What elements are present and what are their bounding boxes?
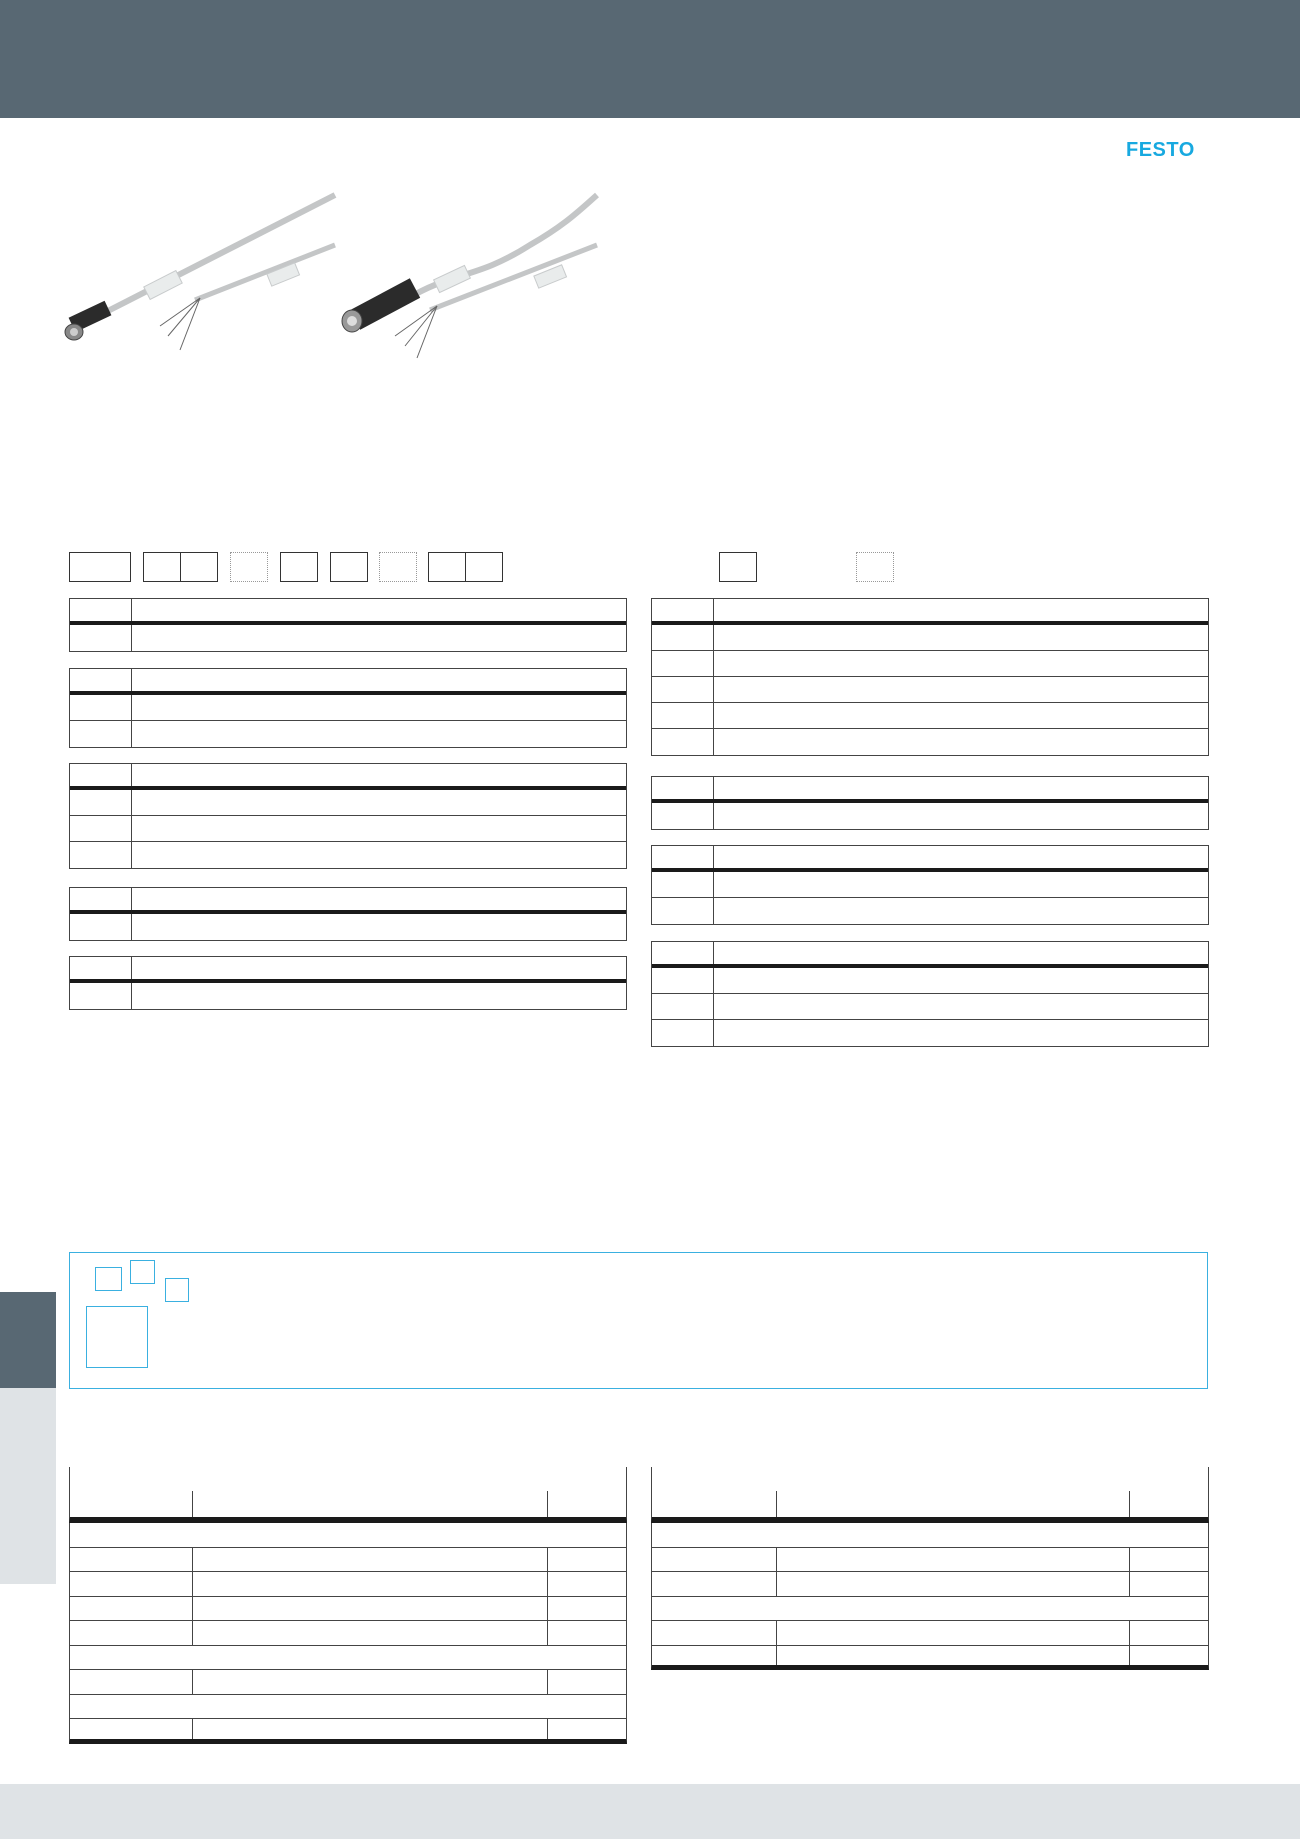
table-row bbox=[70, 790, 626, 816]
table-row bbox=[652, 729, 1208, 755]
table-row bbox=[652, 898, 1208, 924]
side-tab bbox=[0, 1388, 56, 1584]
table-header-row bbox=[70, 888, 626, 914]
info-squares-icon bbox=[165, 1278, 189, 1302]
table-row bbox=[70, 842, 626, 868]
table-header-row bbox=[652, 777, 1208, 803]
table-row bbox=[652, 872, 1208, 898]
code-box bbox=[69, 552, 131, 582]
footer-band bbox=[0, 1784, 1300, 1839]
table-group-row bbox=[69, 1523, 627, 1548]
code-box bbox=[330, 552, 368, 582]
side-tab-active bbox=[0, 1292, 56, 1388]
table-group-row bbox=[69, 1646, 627, 1671]
cable-angled-socket-image bbox=[60, 190, 350, 360]
table-group-row bbox=[651, 1523, 1209, 1548]
table-row bbox=[70, 816, 626, 842]
data-table bbox=[651, 1467, 1209, 1670]
code-box bbox=[428, 552, 466, 582]
table-header-row bbox=[70, 669, 626, 695]
option-table bbox=[651, 776, 1209, 830]
info-squares-icon bbox=[130, 1260, 155, 1284]
option-table bbox=[69, 668, 627, 748]
code-box bbox=[180, 552, 218, 582]
option-table bbox=[69, 956, 627, 1010]
table-row bbox=[652, 703, 1208, 729]
table-row bbox=[651, 1572, 1209, 1597]
code-box bbox=[280, 552, 318, 582]
table-header-row bbox=[652, 599, 1208, 625]
table-group-row bbox=[69, 1695, 627, 1720]
table-row bbox=[652, 803, 1208, 829]
table-row bbox=[652, 677, 1208, 703]
table-row bbox=[651, 1621, 1209, 1646]
option-table bbox=[651, 941, 1209, 1047]
table-header-row bbox=[70, 764, 626, 790]
option-table bbox=[651, 598, 1209, 756]
table-row bbox=[69, 1572, 627, 1597]
table-row bbox=[69, 1670, 627, 1695]
table-row bbox=[70, 914, 626, 940]
table-row bbox=[652, 651, 1208, 677]
table-row bbox=[70, 983, 626, 1009]
table-row bbox=[69, 1597, 627, 1622]
table-header-row bbox=[652, 846, 1208, 872]
code-box-optional bbox=[379, 552, 417, 582]
table-row bbox=[70, 721, 626, 747]
table-header-row bbox=[70, 957, 626, 983]
option-table bbox=[69, 887, 627, 941]
data-table bbox=[69, 1467, 627, 1744]
table-row bbox=[652, 968, 1208, 994]
code-box bbox=[143, 552, 181, 582]
option-table bbox=[69, 598, 627, 652]
info-squares-icon bbox=[86, 1306, 148, 1368]
festo-logo: FESTO bbox=[1126, 139, 1195, 161]
info-squares-icon bbox=[95, 1267, 122, 1291]
header-band bbox=[0, 0, 1300, 118]
table-row bbox=[652, 625, 1208, 651]
table-header-row bbox=[652, 942, 1208, 968]
table-row bbox=[69, 1719, 627, 1744]
code-box-optional bbox=[856, 552, 894, 582]
cable-straight-socket-image bbox=[335, 190, 605, 360]
table-header-row bbox=[651, 1467, 1209, 1523]
code-box-optional bbox=[230, 552, 268, 582]
table-row bbox=[651, 1548, 1209, 1573]
table-row bbox=[70, 695, 626, 721]
table-group-row bbox=[651, 1597, 1209, 1622]
table-row bbox=[652, 994, 1208, 1020]
table-row bbox=[70, 625, 626, 651]
code-box bbox=[465, 552, 503, 582]
table-header-row bbox=[70, 599, 626, 625]
option-table bbox=[69, 763, 627, 869]
table-row bbox=[69, 1621, 627, 1646]
note-box bbox=[69, 1252, 1208, 1389]
table-row bbox=[651, 1646, 1209, 1671]
option-table bbox=[651, 845, 1209, 925]
table-row bbox=[652, 1020, 1208, 1046]
table-header-row bbox=[69, 1467, 627, 1523]
code-box bbox=[719, 552, 757, 582]
table-row bbox=[69, 1548, 627, 1573]
